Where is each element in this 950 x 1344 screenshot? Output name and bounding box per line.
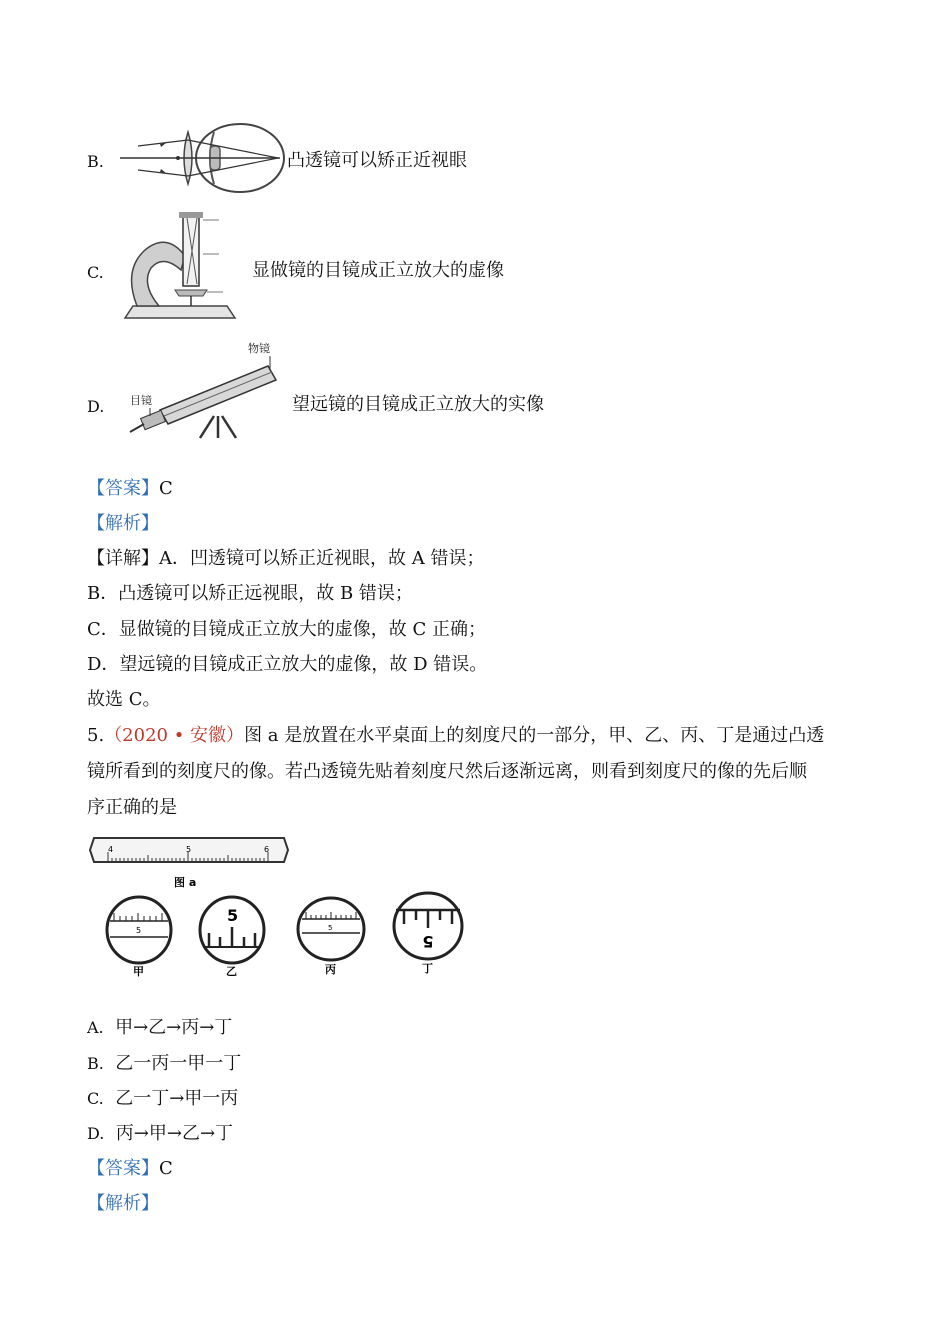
q5-stem-line-1 xyxy=(87,725,824,747)
q5-option-a-text: 甲→乙→丙→丁 xyxy=(115,1017,233,1038)
option-b-text: 凸透镜可以矫正近视眼 xyxy=(287,150,467,171)
q5-option-c xyxy=(87,1088,238,1110)
q5-option-a-letter: A. xyxy=(87,1018,104,1037)
q4-detail-label: 【详解】 xyxy=(87,548,159,569)
q5-answer-label: 【答案】 xyxy=(87,1158,159,1179)
q4-detail-line-3: C．显做镜的目镜成正立放大的虚像，故 C 正确； xyxy=(87,619,486,640)
q4-detail-line-4: D．望远镜的目镜成正立放大的虚像，故 D 错误。 xyxy=(87,654,488,675)
circle-yi-number: 5 xyxy=(227,906,239,925)
eyepiece-label: 目镜 xyxy=(130,394,152,407)
option-d-text: 望远镜的目镜成正立放大的实像 xyxy=(292,394,544,415)
q4-answer-value: C xyxy=(159,478,173,499)
circle-jia xyxy=(104,895,174,977)
q4-answer xyxy=(87,478,173,500)
q4-detail-line-1 xyxy=(87,548,484,570)
q4-detail-text-a: A．凹透镜可以矫正近视眼，故 A 错误； xyxy=(159,548,485,569)
q5-answer xyxy=(87,1158,173,1180)
q4-analysis-label: 【解析】 xyxy=(87,513,159,534)
q5-option-c-text: 乙一丁→甲一丙 xyxy=(115,1088,239,1109)
circle-yi xyxy=(197,895,267,977)
q5-analysis-label: 【解析】 xyxy=(87,1193,159,1214)
ruler-figure xyxy=(88,830,293,890)
q5-option-b xyxy=(87,1053,241,1075)
q5-option-b-letter: B. xyxy=(87,1054,104,1073)
q5-option-d-text: 丙→甲→乙→丁 xyxy=(115,1123,234,1144)
circle-jia-number: 5 xyxy=(136,926,142,935)
eye-lens-diagram xyxy=(118,122,288,194)
q5-source: （2020 • 安徽） xyxy=(104,725,245,746)
circle-bing xyxy=(296,895,366,977)
q4-answer-label: 【答案】 xyxy=(87,478,159,499)
circle-jia-label: 甲 xyxy=(133,965,144,978)
option-c-letter: C. xyxy=(87,263,104,282)
q5-stem-line-2: 镜所看到的刻度尺的像。若凸透镜先贴着刻度尺然后逐渐远离，则看到刻度尺的像的先后顺 xyxy=(87,761,807,782)
q5-option-c-letter: C. xyxy=(87,1089,104,1108)
telescope-figure xyxy=(120,340,290,440)
microscope-figure xyxy=(115,210,245,325)
q5-number: 5. xyxy=(87,725,105,746)
option-d-letter: D. xyxy=(87,397,105,416)
objective-label: 物镜 xyxy=(248,342,270,355)
option-c-text: 显做镜的目镜成正立放大的虚像 xyxy=(252,260,504,281)
q5-option-d xyxy=(87,1123,233,1145)
circle-ding-number: 5 xyxy=(422,932,434,951)
circle-ding xyxy=(392,892,464,974)
ruler-tick-5: 5 xyxy=(186,845,192,854)
circle-yi-label: 乙 xyxy=(226,965,237,978)
q4-conclusion: 故选 C。 xyxy=(87,689,161,710)
q5-option-a xyxy=(87,1017,232,1039)
q5-stem-text-1: 图 a 是放置在水平桌面上的刻度尺的一部分，甲、乙、丙、丁是通过凸透 xyxy=(244,725,825,746)
option-b-letter: B. xyxy=(87,152,104,171)
circle-bing-label: 丙 xyxy=(325,963,336,976)
q5-option-b-text: 乙一丙一甲一丁 xyxy=(115,1053,242,1074)
ruler-tick-4: 4 xyxy=(108,845,114,854)
ruler-caption: 图 a xyxy=(174,876,197,889)
q5-stem-line-3: 序正确的是 xyxy=(87,797,177,818)
q4-detail-line-2: B．凸透镜可以矫正远视眼，故 B 错误； xyxy=(87,583,413,604)
circle-ding-label: 丁 xyxy=(422,962,433,975)
circle-bing-number: 5 xyxy=(328,924,333,932)
ruler-tick-6: 6 xyxy=(264,845,270,854)
q5-answer-value: C xyxy=(159,1158,173,1179)
q5-option-d-letter: D. xyxy=(87,1124,105,1143)
